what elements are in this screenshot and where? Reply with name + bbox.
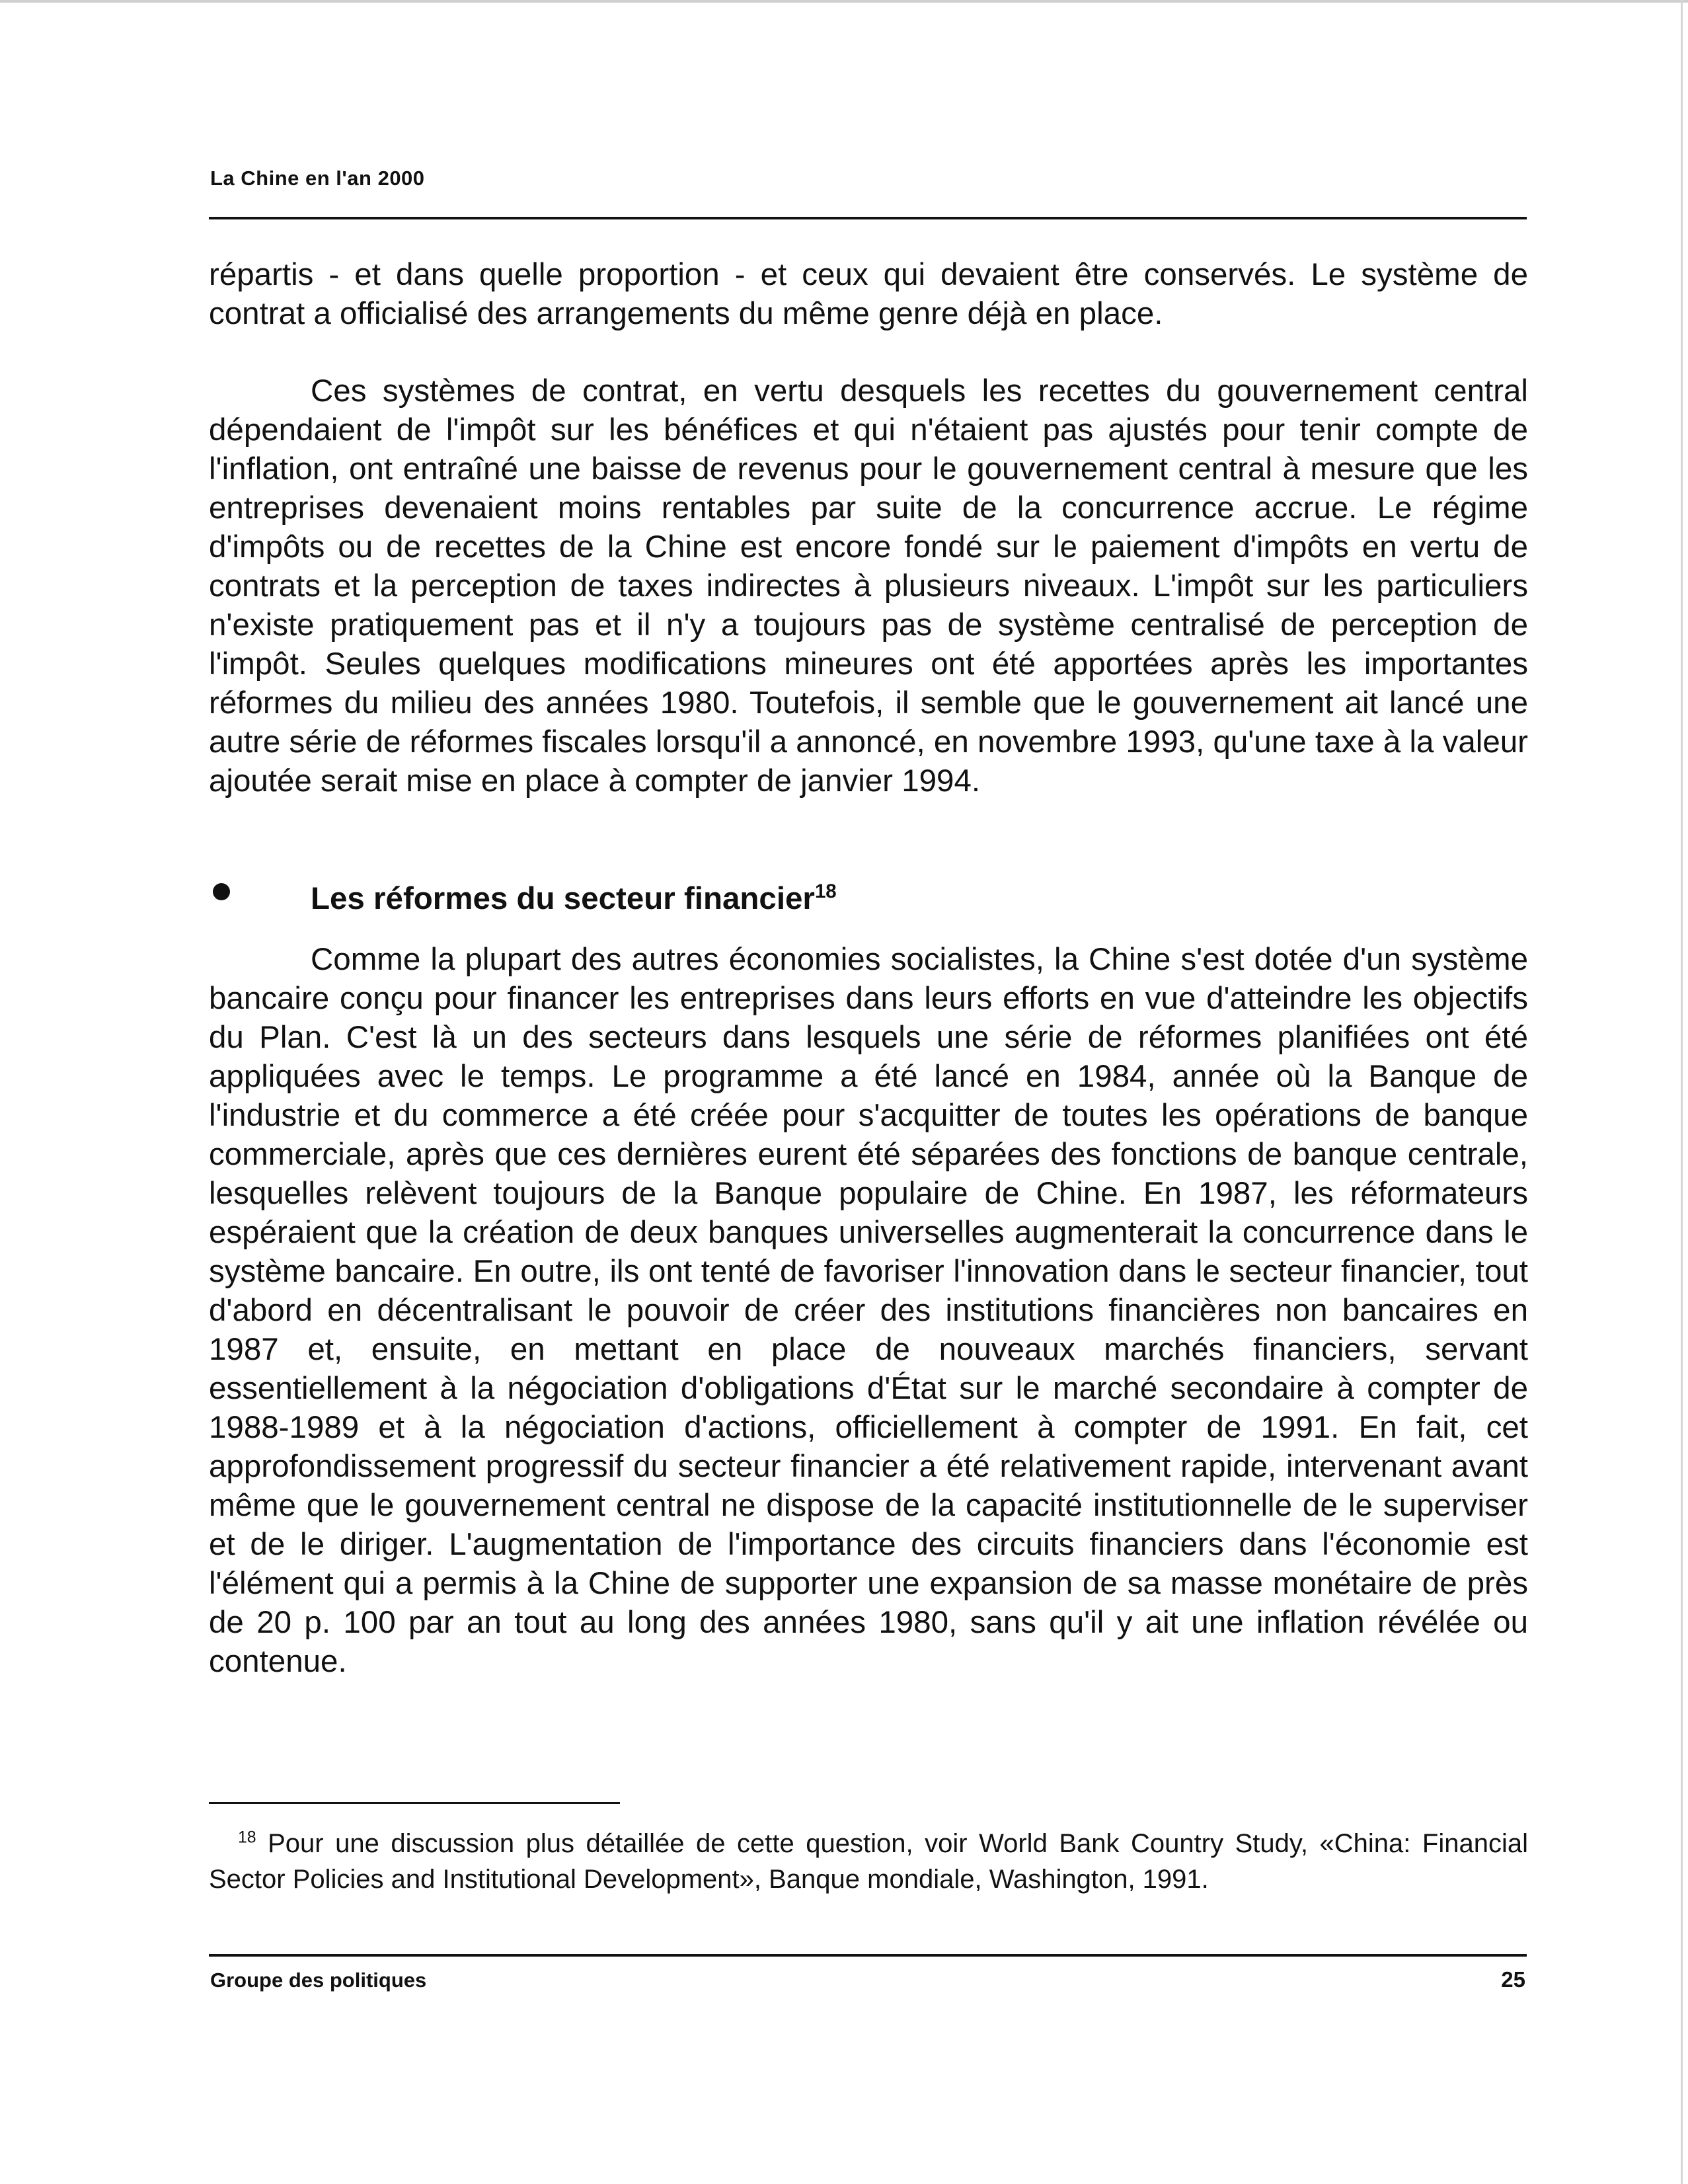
bullet-icon [213, 883, 230, 900]
paragraph-tax-contracts: Ces systèmes de contrat, en vertu desquels les recettes du gouvernement central dépendaient de l'impôt sur les bénéfices et qui n'étaient pas ajustés pour tenir compte de l'inflation, ont entraîné une baisse de revenus pour le gouvernement central à mesure que les entreprises devenaient moins rentables par suite de la concurrence accrue. Le régime d'impôts ou de recettes de la Chine est encore fondé sur le paiement d'impôts en vertu de contrats et la perception de taxes indirectes à plusieurs niveaux. L'impôt sur les particuliers n'existe pratiquement pas et il n'y a toujours pas de système centralisé de perception de l'impôt. Seules quelques modifications mineures ont été apportées après les importantes réformes du milieu des années 1980. Toutefois, il semble que le gouvernement ait lancé une autre série de réformes fiscales lorsqu'il a annoncé, en novembre 1993, qu'une taxe à la valeur ajoutée serait mise en place à compter de janvier 1994. [209, 373, 1528, 799]
section-heading [311, 879, 837, 918]
page-number: 25 [1501, 1967, 1525, 1992]
section-heading-text: Les réformes du secteur financier [311, 881, 815, 916]
page-right-edge [1681, 0, 1683, 2184]
paragraph-continuation: répartis - et dans quelle proportion - et ceux qui devaient être conservés. Le système de contrat a officialisé des arrangements du même genre déjà en place. [209, 257, 1528, 331]
header-divider [209, 217, 1527, 219]
page-top-edge [0, 0, 1688, 3]
footnote-number: 18 [238, 1828, 256, 1847]
footnote-reference: 18 [814, 880, 837, 903]
footnote [209, 1826, 1528, 1897]
running-header: La Chine en l'an 2000 [210, 167, 425, 190]
paragraph-financial-reforms: Comme la plupart des autres économies socialistes, la Chine s'est dotée d'un système bancaire conçu pour financer les entreprises dans leurs efforts en vue d'atteindre les objectifs du Plan. C'est là un des secteurs dans lesquels une série de réformes planifiées ont été appliquées avec le temps. Le programme a été lancé en 1984, année où la Banque de l'industrie et du commerce a été créée pour s'acquitter de toutes les opérations de banque commerciale, après que ces dernières eurent été séparées des fonctions de banque centrale, lesquelles relèvent toujours de la Banque populaire de Chine. En 1987, les réformateurs espéraient que la création de deux banques universelles augmenterait la concurrence dans le système bancaire. En outre, ils ont tenté de favoriser l'innovation dans le secteur financier, tout d'abord en décentralisant le pouvoir de créer des institutions financières non bancaires en 1987 et, ensuite, en mettant en place de nouveaux marchés financiers, servant essentiellement à la négociation d'obligations d'État sur le marché secondaire à compter de 1988-1989 et à la négociation d'actions, officiellement à compter de 1991. En fait, cet approfondissement progressif du secteur financier a été relativement rapide, intervenant avant même que le gouvernement central ne dispose de la capacité institutionnelle de le superviser et de le diriger. L'augmentation de l'importance des circuits financiers dans l'économie est l'élément qui a permis à la Chine de supporter une expansion de sa masse monétaire de près de 20 p. 100 par an tout au long des années 1980, sans qu'il y ait une inflation révélée ou contenue. [209, 942, 1528, 1679]
footer-publisher: Groupe des politiques [210, 1969, 427, 1992]
footnote-divider [209, 1802, 620, 1804]
footnote-text: Pour une discussion plus détaillée de cette question, voir World Bank Country Study, «China: Financial Sector Policies and Institutional Development», Banque mondiale, Washington, 1991. [209, 1829, 1528, 1894]
footer-divider [209, 1954, 1527, 1957]
